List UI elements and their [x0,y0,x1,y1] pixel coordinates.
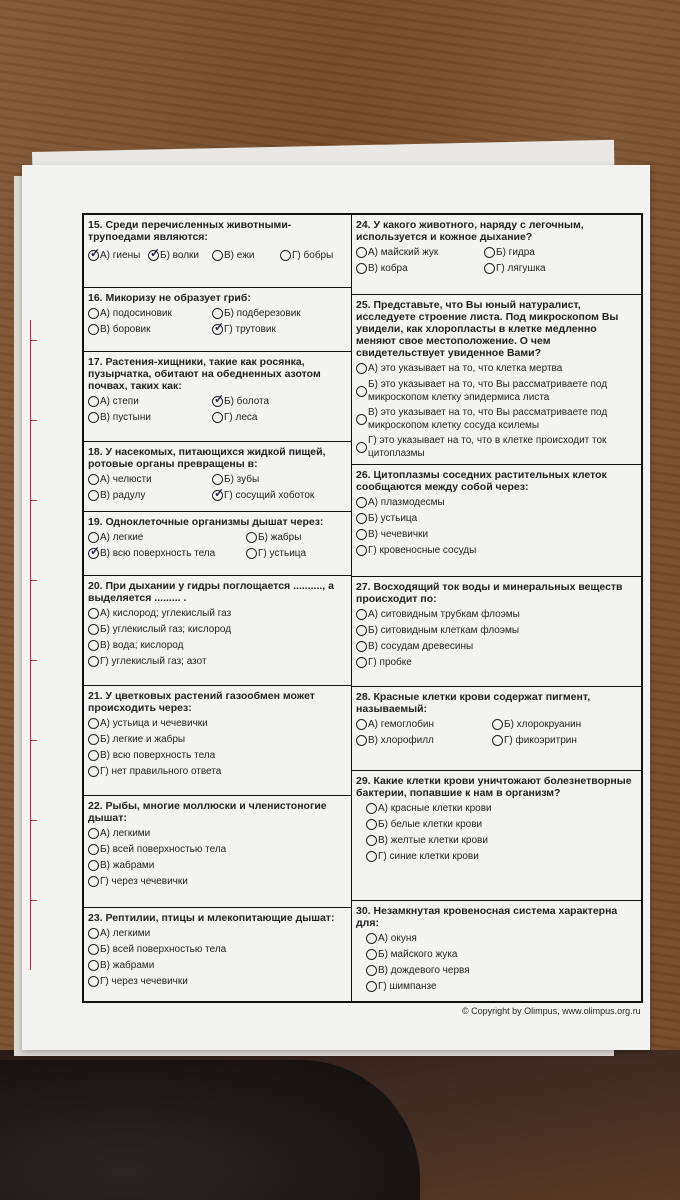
option-d[interactable]: Г) леса [212,411,257,424]
circle-icon [88,734,99,745]
option-a[interactable]: А) плазмодесмы [356,496,445,509]
circle-icon [280,250,291,261]
question-28 [352,687,641,771]
option-d[interactable]: Г) устьица [246,547,306,560]
option-a[interactable]: А) гемоглобин [356,718,434,731]
question-22 [84,796,351,908]
option-c[interactable]: В) жабрами [88,959,154,972]
question-title: 22. Рыбы, многие моллюски и членистоногие дышат: [88,800,327,824]
circle-icon [88,976,99,987]
right-column [352,215,641,1001]
question-21 [84,686,351,796]
checked-circle-icon [212,490,223,501]
question-title: 15. Среди перечисленных животными-трупоедами являются: [88,219,292,243]
option-d[interactable]: Г) шимпанзе [366,980,437,993]
option-a[interactable]: А) это указывает на то, что клетка мертва [356,362,636,375]
binding-marks [30,320,42,970]
option-a[interactable]: А) легкие [88,531,143,544]
circle-icon [492,719,503,730]
question-20 [84,576,351,686]
option-b[interactable]: Б) подберезовик [212,307,301,320]
circle-icon [88,928,99,939]
option-a[interactable]: А) кислород; углекислый газ [88,607,231,620]
circle-icon [212,412,223,423]
option-c[interactable]: В) радулу [88,489,145,502]
circle-icon [88,860,99,871]
option-a[interactable]: А) устьица и чечевички [88,717,208,730]
option-a[interactable]: А) красные клетки крови [366,802,492,815]
option-b[interactable]: Б) устьица [356,512,417,525]
circle-icon [88,828,99,839]
option-c[interactable]: ✓ В) всю поверхность тела [88,547,215,560]
option-b[interactable]: Б) всей поверхностью тела [88,943,226,956]
circle-icon [356,545,367,556]
circle-icon [88,624,99,635]
option-c[interactable]: В) пустыни [88,411,151,424]
circle-icon [246,532,257,543]
question-24 [352,215,641,295]
circle-icon [88,640,99,651]
checked-circle-icon [88,548,99,559]
question-title: 23. Рептилии, птицы и млекопитающие дышат: [88,912,335,924]
option-b[interactable]: Б) майского жука [366,948,457,961]
circle-icon [356,719,367,730]
circle-icon [88,474,99,485]
option-d[interactable]: Г) фикоэритрин [492,734,577,747]
circle-icon [88,396,99,407]
option-d[interactable]: Г) углекислый газ; азот [88,655,207,668]
option-d[interactable]: Г) синие клетки крови [366,850,479,863]
question-15 [84,215,351,288]
checked-circle-icon [212,324,223,335]
circle-icon [356,263,367,274]
circle-icon [88,324,99,335]
option-c[interactable]: В) сосудам древесины [356,640,473,653]
circle-icon [88,960,99,971]
option-b[interactable]: Б) всей поверхностью тела [88,843,226,856]
checked-circle-icon [148,250,159,261]
circle-icon [88,490,99,501]
circle-icon [366,803,377,814]
circle-icon [356,386,367,397]
option-d[interactable]: Г) нет правильного ответа [88,765,221,778]
question-title: 17. Растения-хищники, такие как росянка, пузырчатка, обитают на обедненных азотом почвах, таких как: [88,356,321,392]
option-d[interactable]: Г) через чечевички [88,975,188,988]
circle-icon [484,247,495,258]
option-b[interactable]: ✓ Б) волки [148,249,199,262]
option-d[interactable]: Г) через чечевички [88,875,188,888]
question-title: 19. Одноклеточные организмы дышат через: [88,516,324,528]
circle-icon [356,513,367,524]
option-a[interactable]: А) майский жук [356,246,438,259]
circle-icon [212,308,223,319]
option-b[interactable]: Б) жабры [246,531,301,544]
left-column [84,215,351,1001]
option-d[interactable]: Г) бобры [280,249,333,262]
circle-icon [356,625,367,636]
option-b[interactable]: Б) ситовидным клеткам флоэмы [356,624,519,637]
question-19 [84,512,351,576]
circle-icon [212,250,223,261]
option-d[interactable]: Г) лягушка [484,262,546,275]
circle-icon [356,735,367,746]
circle-icon [366,835,377,846]
option-c[interactable]: В) всю поверхность тела [88,749,215,762]
circle-icon [88,412,99,423]
option-b[interactable]: Б) углекислый газ; кислород [88,623,231,636]
option-c[interactable]: В) хлорофилл [356,734,434,747]
question-26 [352,465,641,577]
circle-icon [492,735,503,746]
option-a[interactable]: А) подосиновик [88,307,172,320]
option-c[interactable]: В) чечевички [356,528,428,541]
option-a[interactable]: А) степи [88,395,139,408]
circle-icon [356,641,367,652]
question-title: 29. Какие клетки крови уничтожают болезнетворные бактерии, попавшие к нам в организм? [356,775,632,799]
question-title: 30. Незамкнутая кровеносная система характерна для: [356,905,618,929]
question-title: 28. Красные клетки крови содержат пигмент, называемый: [356,691,591,715]
option-c[interactable]: В) боровик [88,323,150,336]
option-a[interactable]: ✓ А) гиены [88,249,140,262]
question-title: 16. Микоризу не образует гриб: [88,292,251,304]
option-a[interactable]: А) легкими [88,827,150,840]
circle-icon [88,844,99,855]
question-23 [84,908,351,1001]
option-d[interactable]: ✓ Г) трутовик [212,323,276,336]
option-a[interactable]: А) легкими [88,927,150,940]
option-d[interactable]: Г) кровеносные сосуды [356,544,476,557]
question-25 [352,295,641,465]
circle-icon [356,247,367,258]
circle-icon [366,949,377,960]
circle-icon [366,965,377,976]
option-d[interactable]: Г) это указывает на то, что в клетке происходит ток цитоплазмы [356,434,636,460]
option-d[interactable]: ✓ Г) сосущий хоботок [212,489,314,502]
circle-icon [356,609,367,620]
question-18 [84,442,351,512]
option-c[interactable]: В) кобра [356,262,408,275]
option-a[interactable]: А) ситовидным трубкам флоэмы [356,608,520,621]
circle-icon [246,548,257,559]
circle-icon [88,718,99,729]
question-27 [352,577,641,687]
circle-icon [88,750,99,761]
person-knee [0,1060,420,1200]
option-d[interactable]: Г) пробке [356,656,412,669]
circle-icon [212,474,223,485]
option-b[interactable]: Б) это указывает на то, что Вы рассматриваете под микроскопом клетку эпидермиса листа [356,378,636,404]
question-title: 24. У какого животного, наряду с легочным, используется и кожное дыхание? [356,219,584,243]
question-title: 18. У насекомых, питающихся жидкой пищей, ротовые органы превращены в: [88,446,326,470]
circle-icon [88,766,99,777]
question-title: 26. Цитоплазмы соседних растительных клеток сообщаются между собой через: [356,469,607,493]
circle-icon [356,497,367,508]
option-b[interactable]: Б) зубы [212,473,259,486]
circle-icon [88,608,99,619]
circle-icon [88,876,99,887]
option-b[interactable]: Б) гидра [484,246,535,259]
option-c[interactable]: В) ежи [212,249,255,262]
circle-icon [356,414,367,425]
circle-icon [88,308,99,319]
circle-icon [356,442,367,453]
circle-icon [366,933,377,944]
question-30 [352,901,641,1001]
option-c[interactable]: В) желтые клетки крови [366,834,488,847]
checked-circle-icon [212,396,223,407]
option-b[interactable]: Б) хлорокруанин [492,718,581,731]
option-c[interactable]: В) дождевого червя [366,964,470,977]
option-a[interactable]: А) окуня [366,932,417,945]
question-29 [352,771,641,901]
circle-icon [366,851,377,862]
circle-icon [88,656,99,667]
copyright-footer: © Copyright by Olimpus, www.olimpus.org.ru [462,1006,641,1016]
circle-icon [366,981,377,992]
circle-icon [366,819,377,830]
circle-icon [88,532,99,543]
option-b[interactable]: ✓ Б) болота [212,395,269,408]
test-frame [82,213,643,1003]
question-16 [84,288,351,352]
option-c[interactable]: В) жабрами [88,859,154,872]
circle-icon [356,363,367,374]
circle-icon [88,944,99,955]
circle-icon [356,529,367,540]
question-title: 25. Представьте, что Вы юный натуралист, исследуете строение листа. Под микроскопом Вы увидели, как хлоропласты в клетке медленно меняют свое местоположение. О чем свидетельствует увиденное Вами? [356,299,619,359]
option-b[interactable]: Б) белые клетки крови [366,818,482,831]
circle-icon [356,657,367,668]
circle-icon [484,263,495,274]
question-title: 27. Восходящий ток воды и минеральных веществ происходит по: [356,581,623,605]
option-a[interactable]: А) челюсти [88,473,152,486]
checked-circle-icon [88,250,99,261]
question-title: 21. У цветковых растений газообмен может происходить через: [88,690,315,714]
question-17 [84,352,351,442]
question-title: 20. При дыхании у гидры поглощается .........., а выделяется ......... . [88,580,334,604]
option-b[interactable]: Б) легкие и жабры [88,733,185,746]
option-c[interactable]: В) вода; кислород [88,639,183,652]
option-c[interactable]: В) это указывает на то, что Вы рассматриваете под микроскопом клетку сосуда ксилемы [356,406,636,432]
